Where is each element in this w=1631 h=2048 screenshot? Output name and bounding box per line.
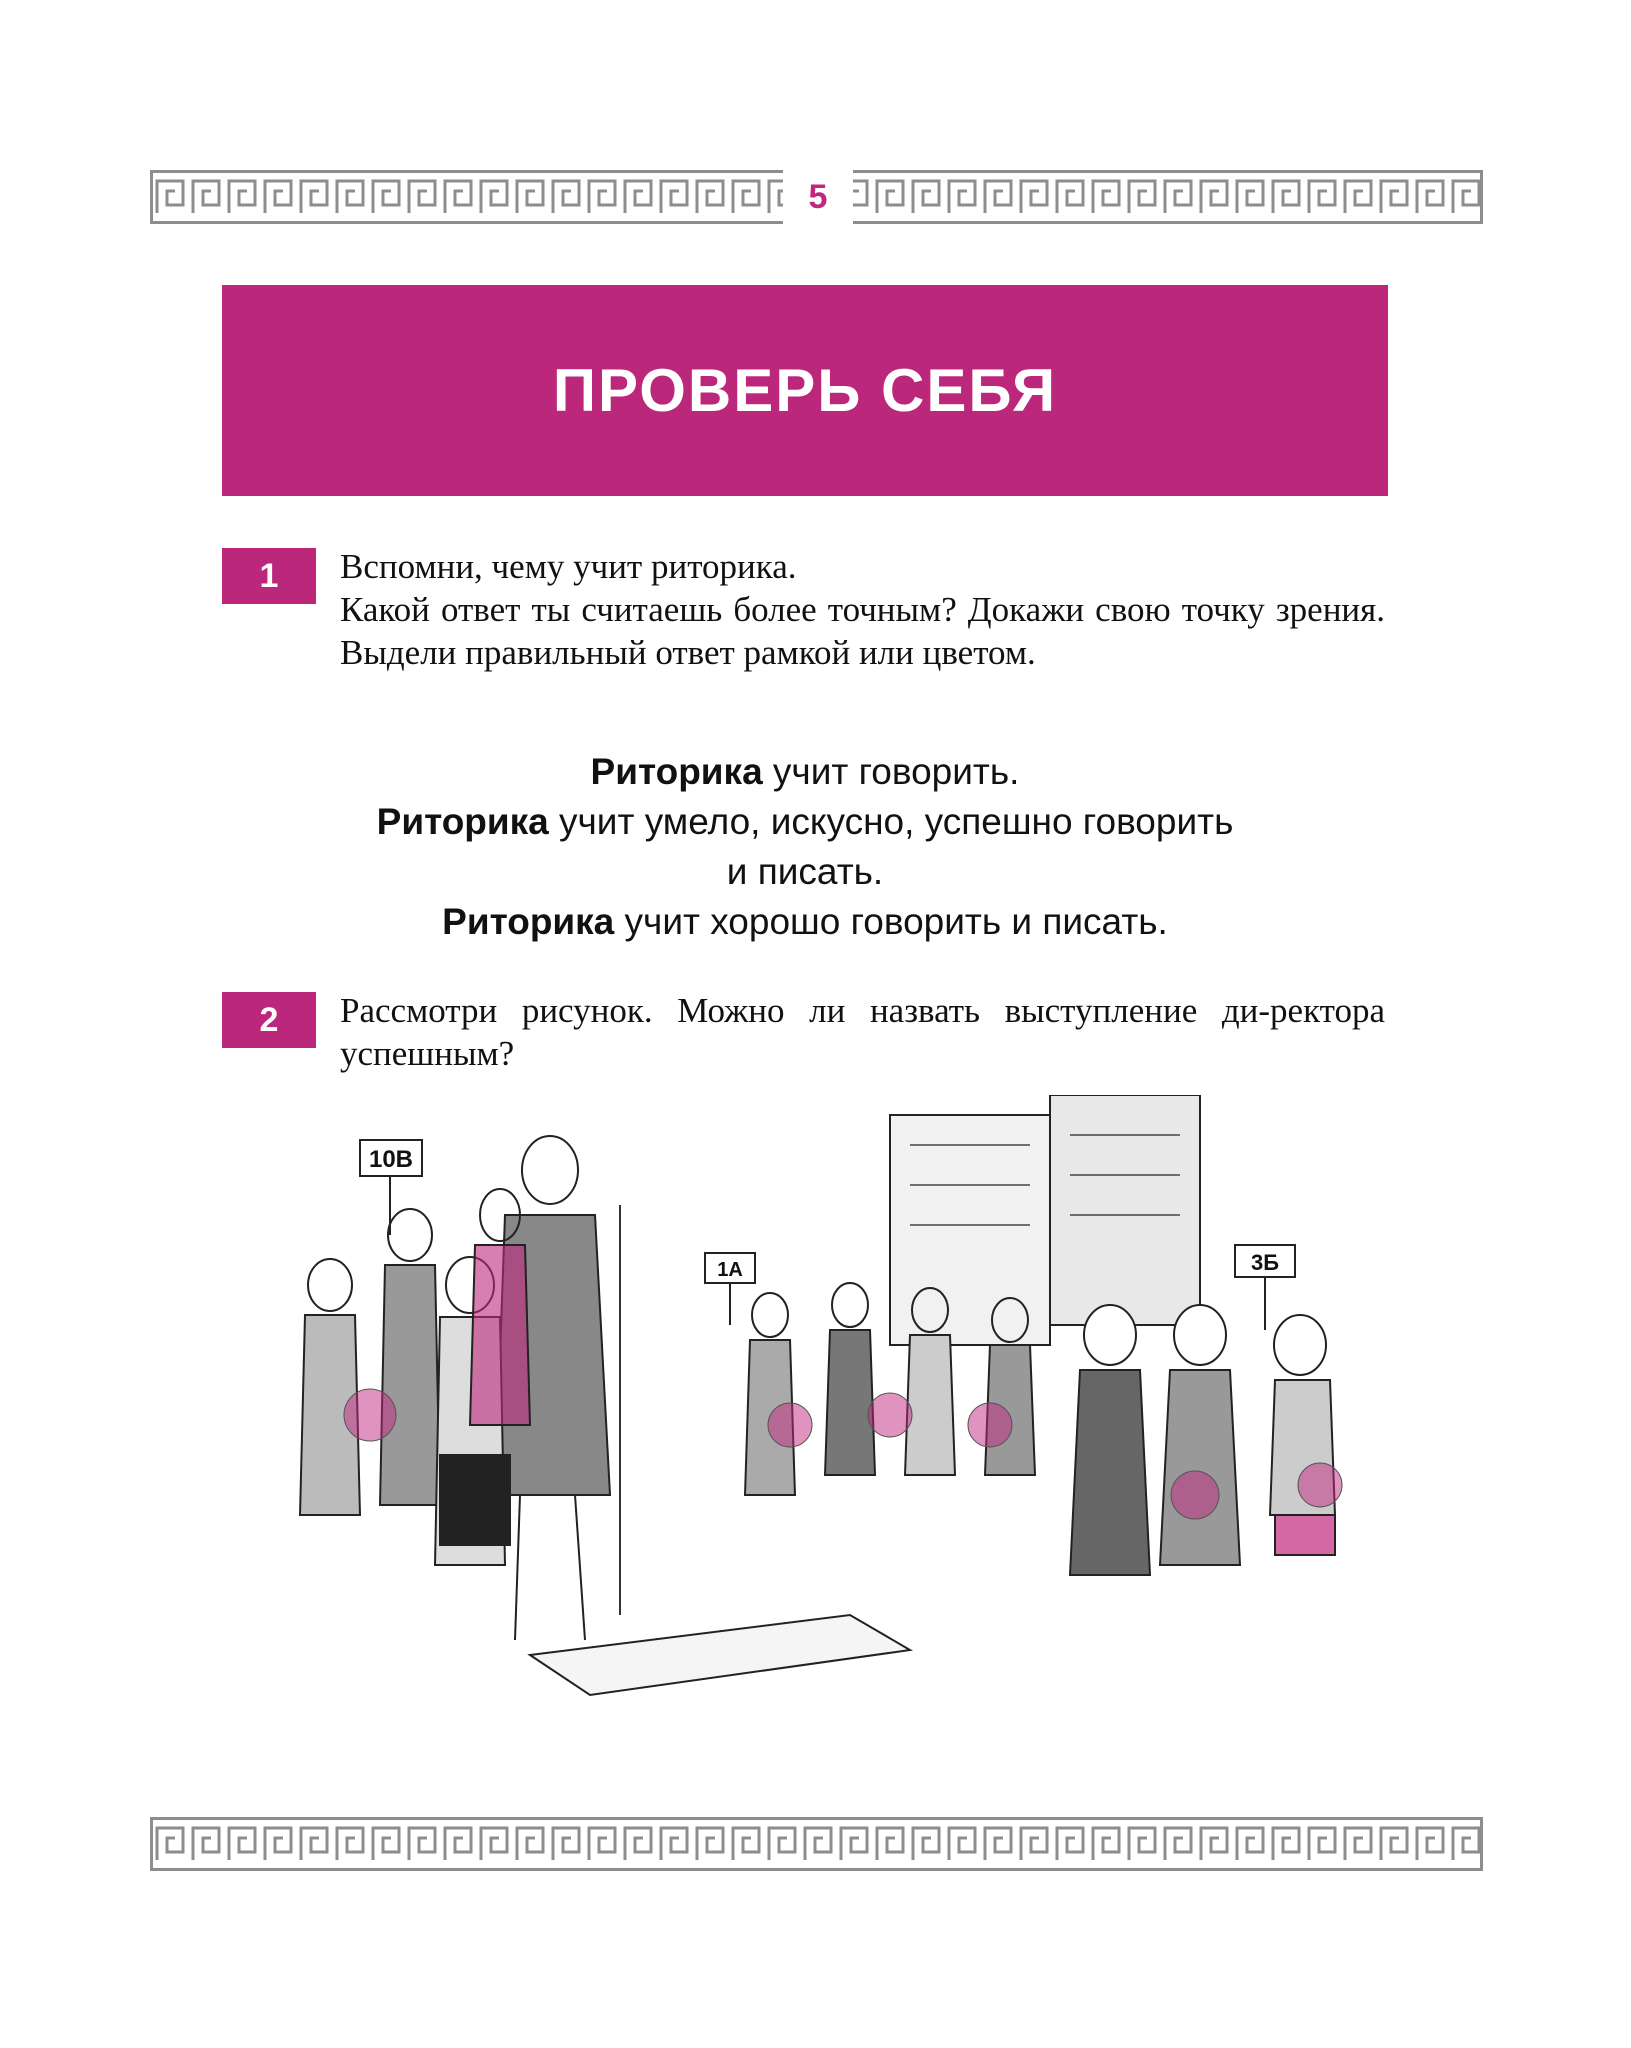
answer-option-1[interactable] xyxy=(222,747,1388,797)
answer-option-2[interactable] xyxy=(222,797,1388,847)
answer-option-2-text: учит умело, искусно, успешно говорить xyxy=(548,801,1234,842)
class-sign-1a-label: 1А xyxy=(717,1259,743,1281)
answer-option-2-continuation[interactable] xyxy=(222,847,1388,897)
answer-option-3-text: учит хорошо говорить и писать. xyxy=(614,901,1168,942)
answer-option-3[interactable] xyxy=(222,897,1388,947)
school-assembly-illustration xyxy=(290,1095,1420,1760)
class-sign-1a xyxy=(705,1253,755,1325)
class-sign-3b xyxy=(1235,1245,1295,1330)
right-crowd xyxy=(1070,1305,1335,1575)
answer-option-1-keyword: Риторика xyxy=(590,751,763,792)
class-sign-10v xyxy=(360,1140,422,1235)
task-1-paragraph-1: Вспомни, чему учит риторика. xyxy=(340,547,797,586)
greek-key-border-bottom xyxy=(150,1817,1483,1871)
task-1-text xyxy=(340,545,1385,674)
building-right xyxy=(1050,1095,1200,1325)
task-number-badge-1: 1 xyxy=(222,548,316,604)
class-sign-3b-label: 3Б xyxy=(1250,1250,1280,1275)
section-banner xyxy=(222,285,1388,496)
page-number: 5 xyxy=(783,170,853,224)
task-number-badge-2: 2 xyxy=(222,992,316,1048)
answer-option-2-continuation-text: и писать. xyxy=(726,851,884,892)
podium xyxy=(530,1615,910,1695)
answer-option-1-text: учит говорить. xyxy=(762,751,1020,792)
greek-key-pattern-bottom xyxy=(153,1820,1480,1868)
left-crowd xyxy=(300,1189,530,1565)
task-2-text xyxy=(340,989,1385,1075)
task-1-paragraph-2: Какой ответ ты считаешь более точным? Докажи свою точку зрения. Выдели правильный ответ рамкой или цветом. xyxy=(340,590,1385,672)
answer-option-2-keyword: Риторика xyxy=(376,801,549,842)
answer-option-3-keyword: Риторика xyxy=(442,901,615,942)
school-assembly-drawing xyxy=(290,1095,1420,1760)
task-2-paragraph-1: Рассмотри рисунок. Можно ли назвать выступление ди-ректора успешным? xyxy=(340,991,1385,1073)
answer-options xyxy=(222,747,1388,947)
section-title: ПРОВЕРЬ СЕБЯ xyxy=(552,357,1058,424)
class-sign-10v-label: 10В xyxy=(368,1146,414,1173)
